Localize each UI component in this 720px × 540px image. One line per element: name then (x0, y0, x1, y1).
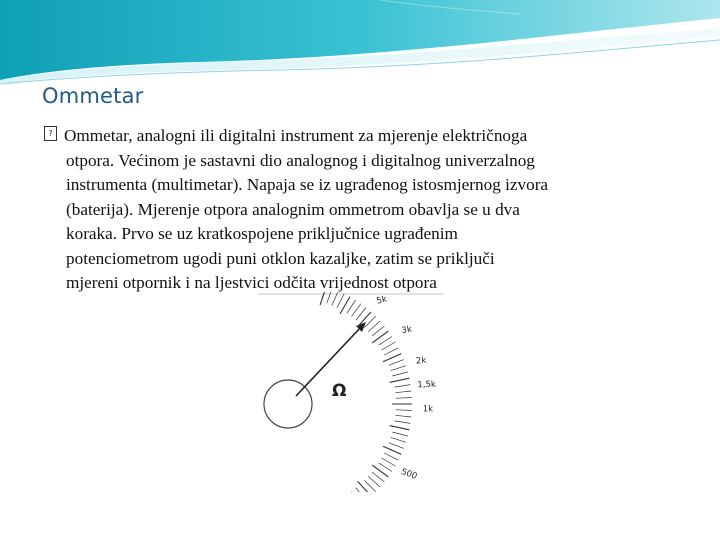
scale-label: 1k (422, 404, 434, 415)
bullet-paragraph (44, 124, 694, 296)
slide-title: Ommetar (42, 84, 144, 108)
scale-label: 2k (415, 355, 427, 367)
body-line: koraka. Prvo se uz kratkospojene priključnice ugrađenim (66, 224, 458, 243)
header-wave-decoration (0, 0, 720, 90)
body-line: potenciometrom ugodi puni otklon kazaljke, zatim se priključi (66, 248, 495, 268)
scale-label: 500 (399, 466, 419, 482)
bullet-text (64, 124, 694, 296)
ohm-symbol: Ω (332, 381, 347, 401)
scale-label: 5k (375, 294, 389, 307)
body-line: Ommetar, analogni ili digitalni instrument za mjerenje električnoga (64, 126, 528, 145)
scale-label: 3k (400, 324, 413, 337)
box-glyph-icon: ? (44, 126, 57, 141)
body-line: instrumenta (multimetar). Napaja se iz ugrađenog istosmjernog izvora (66, 175, 549, 194)
body-line: mjereni otpornik i na ljestvici odčita vrijednost otpora (66, 273, 437, 292)
scale-label: 1,5k (417, 379, 437, 391)
ohmmeter-scale-figure (256, 292, 446, 492)
body-line: otpora. Većinom je sastavni dio analognog i digitalnog univerzalnog (66, 150, 535, 170)
body-line: (baterija). Mjerenje otpora analognim ommetrom obavlja se u dva (66, 199, 520, 219)
